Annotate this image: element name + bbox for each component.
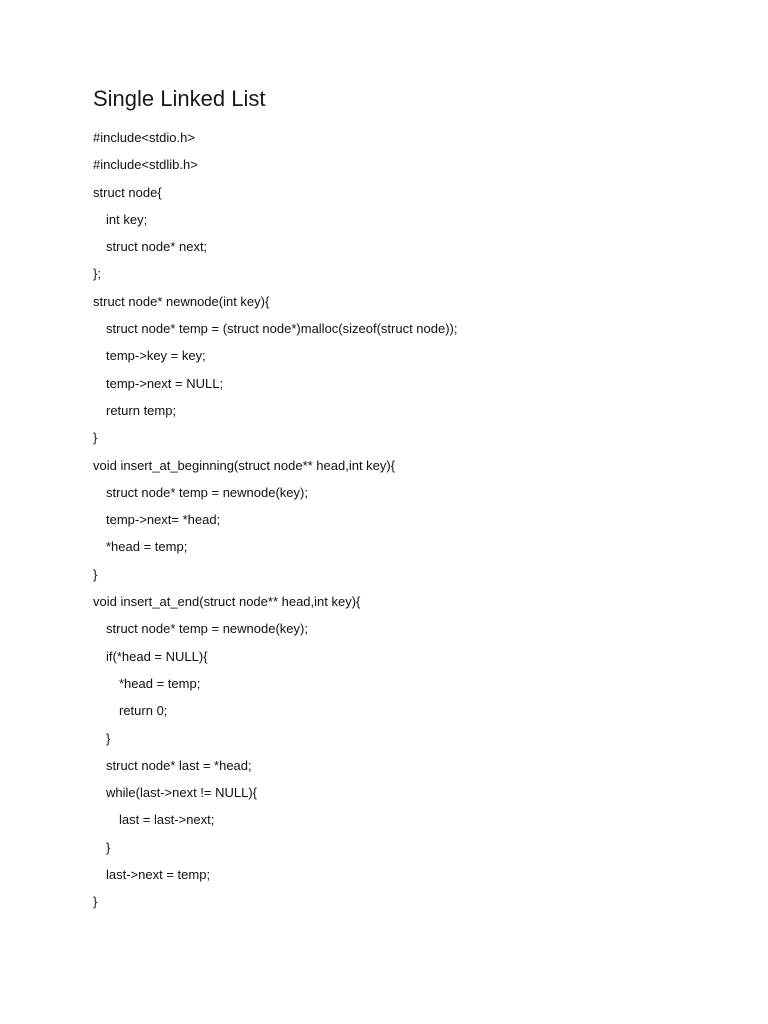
code-line: struct node* newnode(int key){	[93, 293, 270, 309]
code-line: *head = temp;	[106, 539, 188, 555]
code-line: temp->key = key;	[106, 348, 206, 364]
code-line: }	[93, 430, 98, 446]
code-block	[93, 124, 458, 916]
code-line: return 0;	[119, 703, 168, 719]
code-line: return temp;	[106, 402, 177, 418]
code-line: }	[93, 566, 98, 582]
code-line: last->next = temp;	[106, 867, 211, 883]
code-line: #include<stdlib.h>	[93, 157, 198, 173]
code-line: struct node{	[93, 184, 162, 200]
code-line: struct node* last = *head;	[106, 757, 252, 773]
code-line: }	[106, 730, 111, 746]
code-line: struct node* temp = newnode(key);	[106, 484, 308, 500]
code-line: }	[93, 894, 98, 910]
code-line: #include<stdio.h>	[93, 130, 195, 145]
code-line: if(*head = NULL){	[106, 648, 208, 664]
code-line: struct node* temp = (struct node*)malloc(sizeof(struct node));	[106, 321, 458, 337]
code-line: *head = temp;	[119, 675, 201, 691]
code-line: struct node* next;	[106, 239, 208, 255]
code-line: };	[93, 266, 101, 282]
code-line: temp->next = NULL;	[106, 375, 224, 391]
code-line: }	[106, 839, 111, 855]
code-line: struct node* temp = newnode(key);	[106, 621, 308, 637]
code-line: int key;	[106, 211, 148, 227]
code-line: void insert_at_end(struct node** head,int key){	[93, 594, 361, 610]
page-title: Single Linked List	[93, 86, 266, 111]
code-line: void insert_at_beginning(struct node** head,int key){	[93, 457, 396, 473]
code-line: last = last->next;	[119, 812, 215, 828]
code-line: while(last->next != NULL){	[106, 785, 258, 801]
code-line: temp->next= *head;	[106, 512, 221, 528]
